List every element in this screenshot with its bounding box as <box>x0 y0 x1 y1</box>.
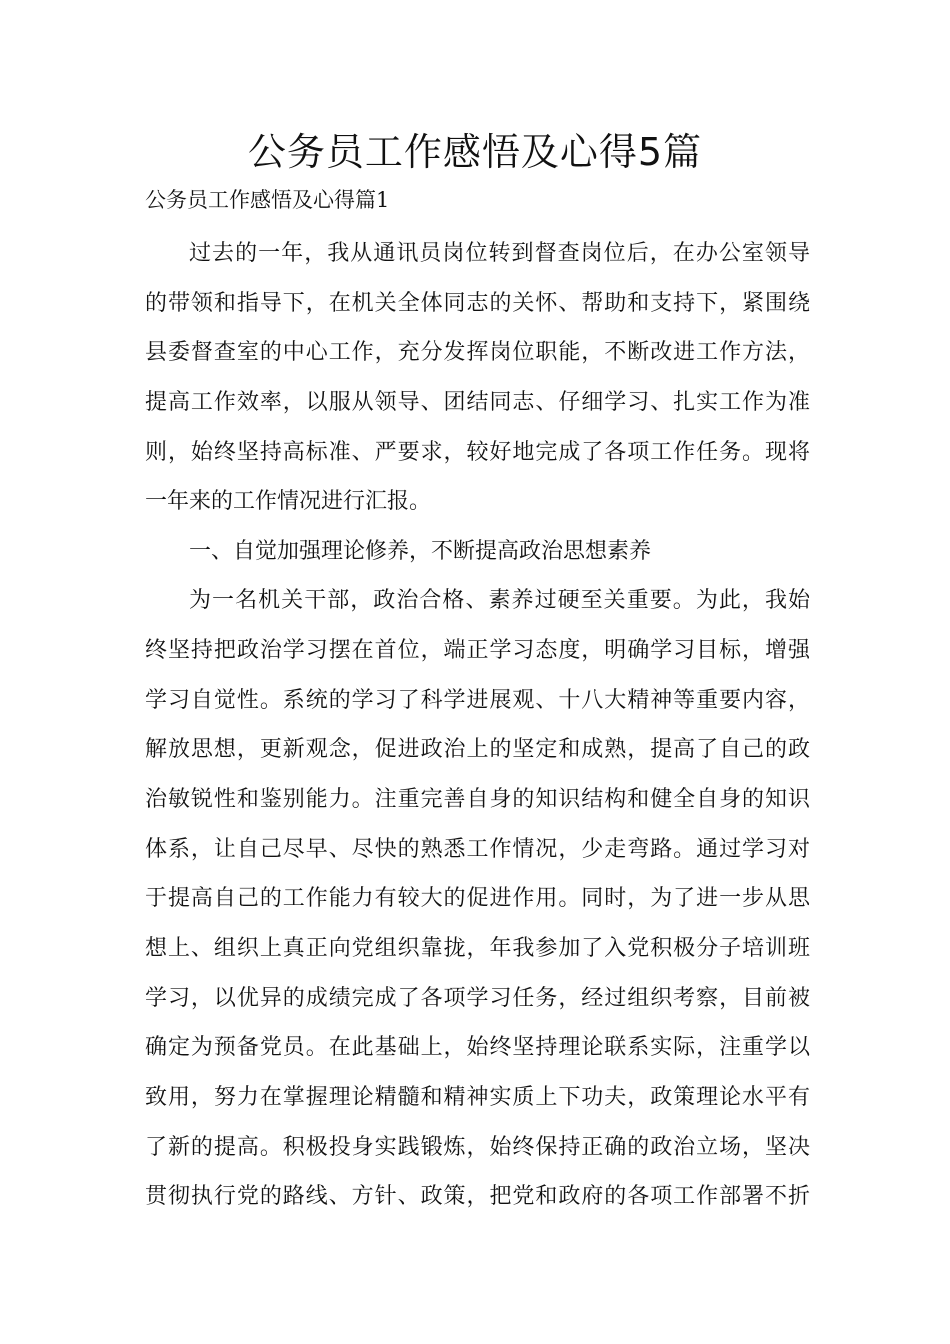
text-line: 的带领和指导下，在机关全体同志的关怀、帮助和支持下，紧围绕 <box>145 290 810 316</box>
text-line: 学习，以优异的成绩完成了各项学习任务，经过组织考察，目前被 <box>145 985 810 1011</box>
text-line: 学习自觉性。系统的学习了科学进展观、十八大精神等重要内容， <box>145 687 810 713</box>
text-line: 一年来的工作情况进行汇报。 <box>145 489 432 515</box>
text-line: 为一名机关干部，政治合格、素养过硬至关重要。为此，我始 <box>189 588 810 614</box>
text-line: 一、自觉加强理论修养，不断提高政治思想素养 <box>189 538 652 564</box>
text-line: 终坚持把政治学习摆在首位，端正学习态度，明确学习目标，增强 <box>145 638 810 664</box>
text-line: 提高工作效率，以服从领导、团结同志、仔细学习、扎实工作为准 <box>145 389 810 415</box>
document-title: 公务员工作感悟及心得5篇 <box>247 130 703 174</box>
text-line: 致用，努力在掌握理论精髓和精神实质上下功夫，政策理论水平有 <box>145 1084 810 1110</box>
text-line: 于提高自己的工作能力有较大的促进作用。同时，为了进一步从思 <box>145 886 810 912</box>
text-line: 贯彻执行党的路线、方针、政策，把党和政府的各项工作部署不折 <box>145 1184 810 1210</box>
text-line: 则，始终坚持高标准、严要求，较好地完成了各项工作任务。现将 <box>145 439 810 465</box>
text-line: 解放思想，更新观念，促进政治上的坚定和成熟，提高了自己的政 <box>145 737 810 763</box>
document-body <box>145 229 810 1222</box>
text-line: 想上、组织上真正向党组织靠拢，年我参加了入党积极分子培训班 <box>145 935 810 961</box>
text-line: 体系，让自己尽早、尽快的熟悉工作情况，少走弯路。通过学习对 <box>145 836 810 862</box>
text-line: 确定为预备党员。在此基础上，始终坚持理论联系实际，注重学以 <box>145 1035 810 1061</box>
text-line: 了新的提高。积极投身实践锻炼，始终保持正确的政治立场，坚决 <box>145 1134 810 1160</box>
text-line: 县委督查室的中心工作，充分发挥岗位职能，不断改进工作方法， <box>145 340 810 366</box>
text-line: 治敏锐性和鉴别能力。注重完善自身的知识结构和健全自身的知识 <box>145 787 810 813</box>
text-line: 过去的一年，我从通讯员岗位转到督查岗位后，在办公室领导 <box>189 241 810 266</box>
section-heading: 公务员工作感悟及心得篇1 <box>145 188 390 212</box>
